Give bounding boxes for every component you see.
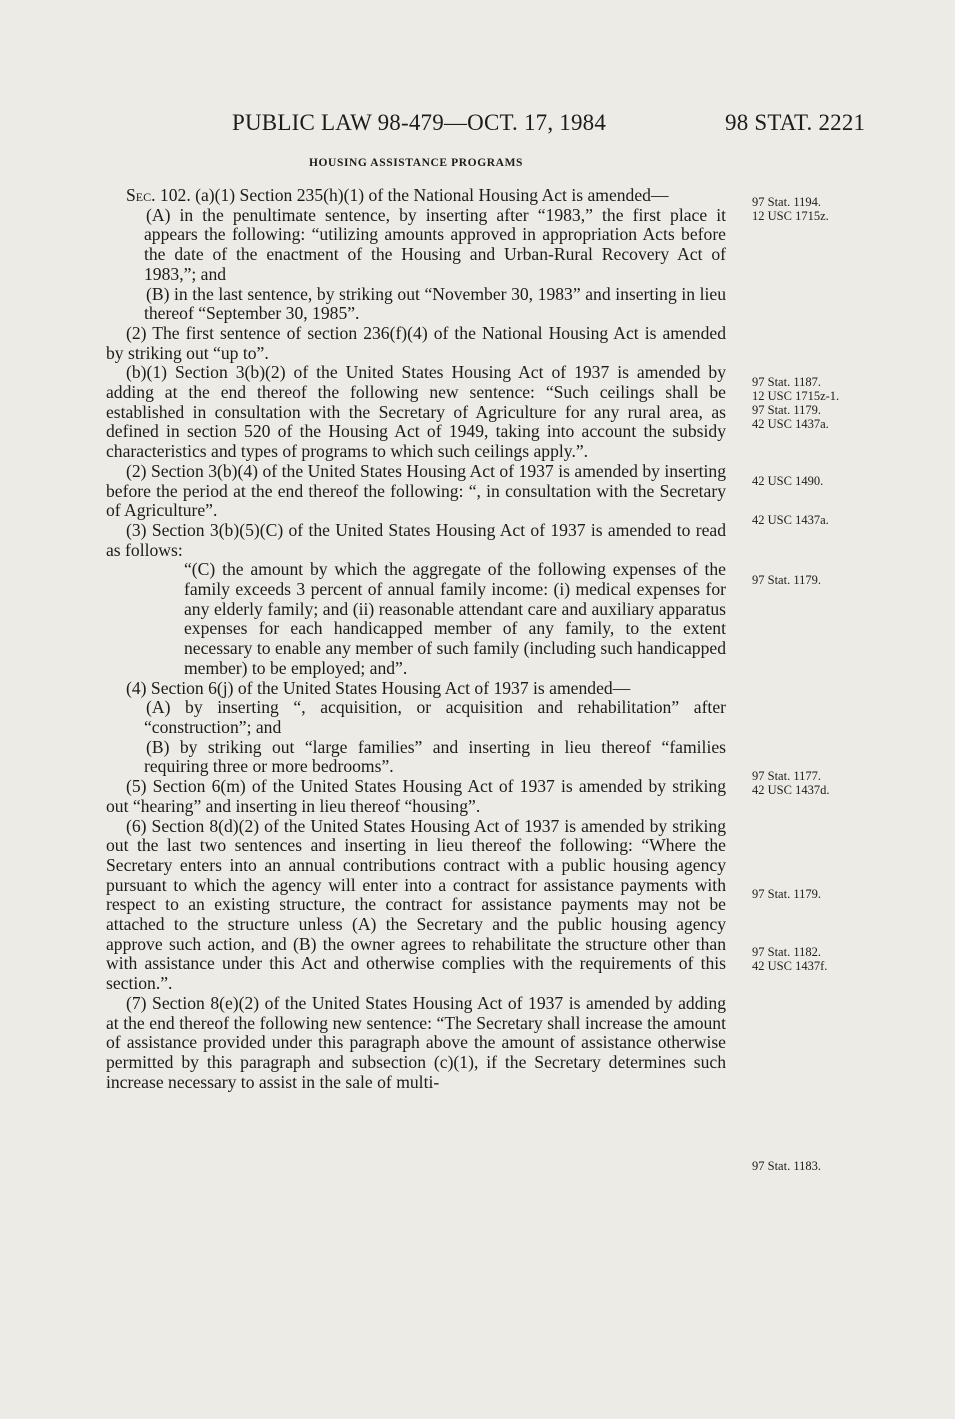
paragraph: (B) in the last sentence, by striking out “November 30, 1983” and inserting in lieu thereof “September 30, 1985”. (144, 283, 726, 324)
law-text-body (106, 186, 726, 1092)
margin-note: 97 Stat. 1177. 42 USC 1437d. (752, 769, 830, 797)
margin-note: 97 Stat. 1182. 42 USC 1437f. (752, 945, 828, 973)
margin-note: 97 Stat. 1183. (752, 1159, 821, 1173)
margin-note: 97 Stat. 1194. 12 USC 1715z. (752, 195, 829, 223)
page-citation: 98 STAT. 2221 (725, 110, 866, 135)
margin-note: 97 Stat. 1187. 12 USC 1715z-1. 97 Stat. 1179. 42 USC 1437a. (752, 375, 840, 431)
paragraph: (A) in the penultimate sentence, by inserting after “1983,” the first place it appears the following: “utilizing amounts approved in appropriation Acts before the date of the enactment of the Housing and Urban-Rural Recovery Act of 1983,”; and (144, 204, 726, 284)
paragraph: (3) Section 3(b)(5)(C) of the United States Housing Act of 1937 is amended to read as follows: (106, 519, 726, 560)
paragraph: (4) Section 6(j) of the United States Housing Act of 1937 is amended— (126, 677, 631, 698)
paragraph: (6) Section 8(d)(2) of the United States Housing Act of 1937 is amended by striking out the last two sentences and inserting in lieu thereof the following: “Where the Secretary enters into an annual contributions contract with a public housing agency pursuant to which the agency will enter into a contract for assistance payments with respect to an existing structure, the contract for assistance payments may not be attached to the structure unless (A) the Secretary and the public housing agency approve such action, and (B) the owner agrees to rehabilitate the structure other than with assistance under this Act and otherwise complies with the requirements of this section.”. (106, 815, 726, 994)
margin-note: 42 USC 1490. (752, 474, 824, 488)
paragraph: (7) Section 8(e)(2) of the United States Housing Act of 1937 is amended by adding at the end thereof the following new sentence: “The Secretary shall increase the amount of assistance provided under this paragraph above the amount of assistance otherwise permitted by this paragraph and subsection (c)(1), if the Secretary determines such increase necessary to assist in the sale of multi- (106, 992, 726, 1092)
quoted-paragraph: “(C) the amount by which the aggregate of the following expenses of the family exceeds 3 percent of annual family income: (i) medical expenses for any elderly family; and (ii) reasonable attendant care and auxiliary apparatus expenses for each handicapped member of any family, to the extent necessary to enable any member of such family (including such handicapped member) to be employed; and”. (184, 559, 726, 678)
paragraph: (A) by inserting “, acquisition, or acquisition and rehabilitation” after “construction”; and (144, 697, 726, 737)
paragraph: (b)(1) Section 3(b)(2) of the United States Housing Act of 1937 is amended by adding at the end thereof the following new sentence: “Such ceilings shall be established in consultation with the Secretary of Agriculture for any rural area, as defined in section 520 of the Housing Act of 1949, taking into account the subsidy characteristics and types of programs to which such ceilings apply.”. (106, 362, 726, 462)
paragraph: (B) by striking out “large families” and inserting in lieu thereof “families requiring three or more bedrooms”. (144, 736, 726, 777)
paragraph: (5) Section 6(m) of the United States Housing Act of 1937 is amended by striking out “hearing” and inserting in lieu thereof “housing”. (106, 776, 726, 816)
margin-note: 42 USC 1437a. (752, 513, 829, 527)
paragraph: Sec. 102. (a)(1) Section 235(h)(1) of the National Housing Act is amended— (126, 185, 669, 205)
margin-note: 97 Stat. 1179. (752, 573, 821, 587)
running-header-title: PUBLIC LAW 98-479—OCT. 17, 1984 (232, 110, 607, 135)
section-heading: HOUSING ASSISTANCE PROGRAMS (308, 157, 524, 169)
section-label: Sec. (126, 185, 156, 205)
paragraph: (2) Section 3(b)(4) of the United States Housing Act of 1937 is amended by inserting before the period at the end thereof the following: “, in consultation with the Secretary of Agriculture”. (106, 460, 726, 521)
paragraph: (2) The first sentence of section 236(f)(4) of the National Housing Act is amended by striking out “up to”. (106, 322, 726, 363)
margin-note: 97 Stat. 1179. (752, 887, 821, 901)
